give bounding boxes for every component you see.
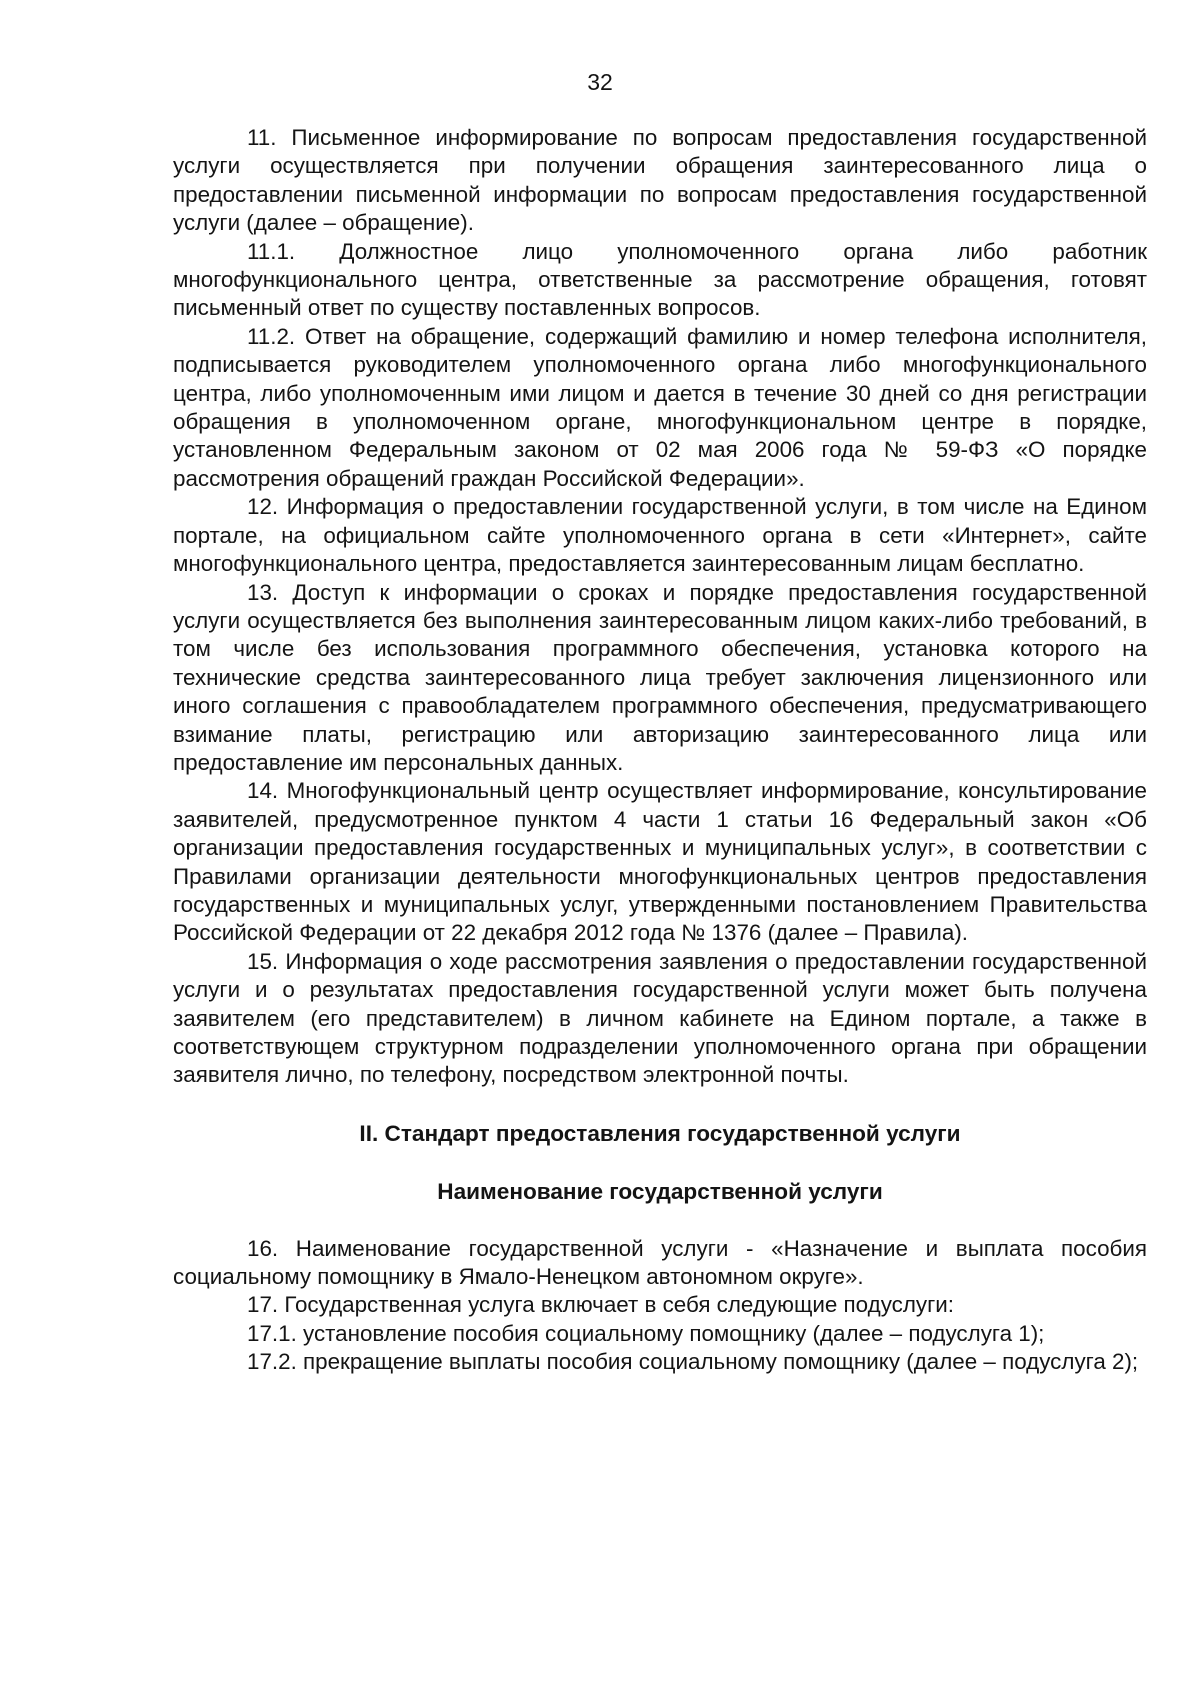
- paragraph-11-2: 11.2. Ответ на обращение, содержащий фамилию и номер телефона исполнителя, подписывается руководителем уполномоченного органа либо многофункционального центра, либо уполномоченным ими лицом и дается в течение 30 дней со дня регистрации обращения в уполномоченном органе, многофункциональном центре в порядке, установленном Федеральным законом от 02 мая 2006 года № 59-ФЗ «О порядке рассмотрения обращений граждан Российской Федерации».: [173, 323, 1147, 491]
- paragraph-17: 17. Государственная услуга включает в себя следующие подуслуги:: [247, 1292, 954, 1318]
- paragraph-17-1: 17.1. установление пособия социальному помощнику (далее – подуслуга 1);: [247, 1320, 1045, 1346]
- document-body: [173, 124, 1147, 1377]
- section-heading: II. Стандарт предоставления государственной услуги: [359, 1120, 961, 1146]
- paragraph-15: 15. Информация о ходе рассмотрения заявления о предоставлении государственной услуги и о результатах предоставления государственной услуги может быть получена заявителем (его представителем) в личном кабинете на Едином портале, а также в соответствующем структурном подразделении уполномоченного органа при обращении заявителя лично, по телефону, посредством электронной почты.: [173, 948, 1147, 1088]
- paragraph-11-1: 11.1. Должностное лицо уполномоченного органа либо работник многофункционального центра, ответственные за рассмотрение обращения, готовят письменный ответ по существу поставленных вопросов.: [173, 238, 1147, 321]
- spacer: [173, 1148, 1147, 1178]
- page-number: 32: [587, 69, 613, 95]
- paragraph-13: 13. Доступ к информации о сроках и порядке предоставления государственной услуги осуществляется без выполнения заинтересованным лицом каких-либо требований, в том числе без использования программного обеспечения, установка которого на технические средства заинтересованного лица требует заключения лицензионного или иного соглашения с правообладателем программного обеспечения, предусматривающего взимание платы, регистрацию или авторизацию заинтересованного лица или предоставление им персональных данных.: [173, 579, 1147, 775]
- paragraph-14: 14. Многофункциональный центр осуществляет информирование, консультирование заявителей, предусмотренное пунктом 4 части 1 статьи 16 Федеральный закон «Об организации предоставления государственных и муниципальных услуг», в соответствии с Правилами организации деятельности многофункциональных центров предоставления государственных и муниципальных услуг, утвержденными постановлением Правительства Российской Федерации от 22 декабря 2012 года № 1376 (далее – Правила).: [173, 778, 1147, 946]
- spacer: [173, 1207, 1147, 1235]
- spacer: [173, 1090, 1147, 1120]
- subsection-heading: Наименование государственной услуги: [437, 1179, 883, 1205]
- paragraph-11: 11. Письменное информирование по вопросам предоставления государственной услуги осуществляется при получении обращения заинтересованного лица о предоставлении письменной информации по вопросам предоставления государственной услуги (далее – обращение).: [173, 125, 1147, 236]
- paragraph-17-2: 17.2. прекращение выплаты пособия социальному помощнику (далее – подуслуга 2);: [247, 1349, 1139, 1375]
- paragraph-12: 12. Информация о предоставлении государственной услуги, в том числе на Едином портале, на официальном сайте уполномоченного органа в сети «Интернет», сайте многофункционального центра, предоставляется заинтересованным лицам бесплатно.: [173, 494, 1147, 577]
- paragraph-16: 16. Наименование государственной услуги - «Назначение и выплата пособия социальному помощнику в Ямало-Ненецком автономном округе».: [173, 1235, 1147, 1290]
